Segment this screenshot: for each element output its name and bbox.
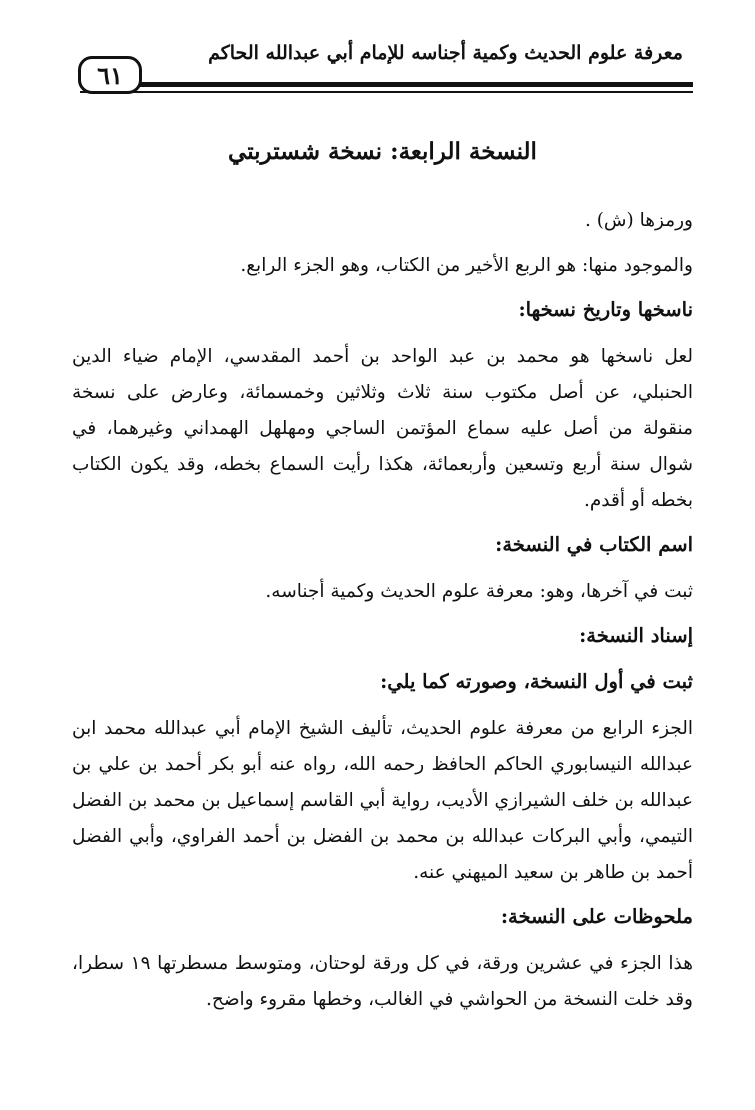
header-rule-thin (80, 91, 693, 93)
running-title: معرفة علوم الحديث وكمية أجناسه للإمام أبي عبدالله الحاكم (208, 42, 683, 64)
copyist-heading: ناسخها وتاريخ نسخها: (518, 298, 693, 321)
symbol-paragraph: ورمزها (ش) . (584, 210, 693, 231)
section-title: النسخة الرابعة: نسخة شستربتي (228, 138, 537, 165)
isnad-heading: إسناد النسخة: (579, 624, 693, 647)
page-number: ٦١ (78, 56, 142, 94)
page-body (72, 135, 693, 1027)
page-header (0, 0, 755, 110)
notes-heading: ملحوظات على النسخة: (500, 905, 693, 928)
first-page-heading: ثبت في أول النسخة، وصورته كما يلي: (380, 670, 693, 693)
first-page-paragraph: الجزء الرابع من معرفة علوم الحديث، تأليف الشيخ الإمام أبي عبدالله محمد ابن عبدالله النيسابوري الحاكم الحافظ رحمه الله، رواه عنه أبو بكر أحمد بن علي بن عبدالله بن خلف الشيرازي الأديب، رواية أبي القاسم إسماعيل بن محمد بن الفضل التيمي، وأبي البركات عبدالله بن محمد بن الفضل بن أحمد الفراوي، وأبي الفضل أحمد بن طاهر بن سعيد الميهني عنه. (72, 718, 693, 883)
header-rule-thick (80, 82, 693, 87)
copyist-paragraph: لعل ناسخها هو محمد بن عبد الواحد بن أحمد المقدسي، الإمام ضياء الدين الحنبلي، عن أصل مكتوب سنة ثلاث وثلاثين وخمسمائة، وعارض على نسخة منقولة من أصل عليه سماع المؤتمن الساجي ومهلهل الهمداني وغيرهما، في شوال سنة أربع وتسعين وأربعمائة، هكذا رأيت السماع بخطه، وقد يكون الكتاب بخطه أو أقدم. (72, 346, 693, 511)
extant-paragraph: والموجود منها: هو الربع الأخير من الكتاب، وهو الجزء الرابع. (240, 255, 693, 276)
notes-paragraph: هذا الجزء في عشرين ورقة، في كل ورقة لوحتان، ومتوسط مسطرتها ١٩ سطرا، وقد خلت النسخة من الحواشي في الغالب، وخطها مقروء واضح. (72, 953, 693, 1010)
book-name-heading: اسم الكتاب في النسخة: (495, 533, 693, 556)
book-name-paragraph: ثبت في آخرها، وهو: معرفة علوم الحديث وكمية أجناسه. (265, 581, 693, 602)
